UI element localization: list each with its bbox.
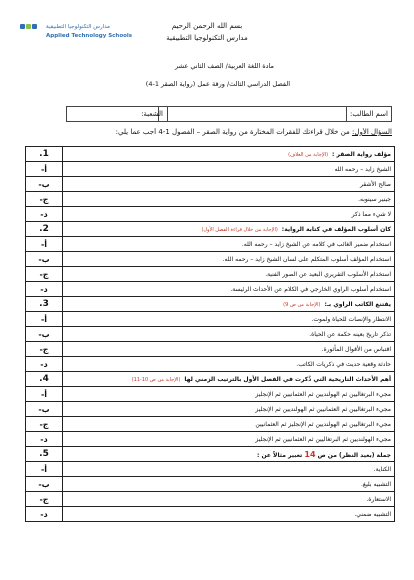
option-text: مجيء الهولنديين ثم البرتغاليين ثم العثمانيين ثم الإنجليز [63,432,395,447]
student-name-label: اسم الطالب: [346,107,391,121]
question-text: يقتنع الكاتب الراوي بـ:(الإجابة من ص 9) [63,297,395,312]
option-text: تذكر تاريخ بعينه حكمة عن الحياة. [63,327,395,342]
basmala: بسم الله الرحمن الرحيم [171,22,243,30]
option-letter: ب- [26,477,63,492]
option-row[interactable] [26,177,395,192]
option-text: الانتظار والإنصات للحياة ولموت. [63,312,395,327]
option-letter: أ- [26,387,63,402]
school-name: مدارس التكنولوجيا التطبيقية [166,34,248,42]
option-letter: د- [26,432,63,447]
option-letter: ج- [26,417,63,432]
option-text: استخدام المؤلف أسلوب المتكلم على لسان الشيخ زايد – رحمه الله. [63,252,395,267]
question-one-label: السؤال الأول: [352,128,392,136]
option-text: الاستعارة. [63,492,395,507]
logo-english-text: Applied Technology Schools [46,33,133,39]
option-row[interactable] [26,237,395,252]
option-text: اقتباس من الأقوال المأثورة. [63,342,395,357]
option-row[interactable] [26,357,395,372]
option-row[interactable] [26,477,395,492]
option-row[interactable] [26,282,395,297]
question-hint: (الإجابة من ص 10-11) [131,376,181,383]
option-text: مجيء البرتغاليين ثم العثمانيين ثم الهولنديين ثم الإنجليز [63,402,395,417]
option-row[interactable] [26,507,395,522]
option-row[interactable] [26,402,395,417]
question-row [26,147,395,162]
option-letter: أ- [26,237,63,252]
option-letter: ب- [26,402,63,417]
option-text: استخدام أسلوب الراوي الخارجي في الكلام عن الأحداث الرئيسة. [63,282,395,297]
question-text: مؤلف رواية الصقر :(الإجابة من الغلاف) [63,147,395,162]
question-row [26,447,395,462]
student-name-field[interactable] [158,106,392,122]
option-row[interactable] [26,192,395,207]
question-number: 5. [26,447,63,462]
question-row [26,372,395,387]
option-text: مجيء البرتغاليين ثم الهولنديين ثم العثمانيين ثم الإنجليز [63,387,395,402]
option-letter: أ- [26,462,63,477]
question-text: أهم الأحداث التاريخية التي ذُكرت في الفصل الأول بالترتيب الزمني لها(الإجابة من ص 10-11) [63,372,395,387]
question-number: 3. [26,297,63,312]
option-text: حادثة وقعية حديث في ذكريات الكاتب. [63,357,395,372]
question-row [26,222,395,237]
option-text: استخدام ضمير الغائب في كلامه عن الشيخ زايد – رحمه الله. [63,237,395,252]
option-row[interactable] [26,207,395,222]
option-row[interactable] [26,327,395,342]
option-text: التشبيه بليغ. [63,477,395,492]
option-letter: ب- [26,177,63,192]
option-text: صالح الأشقر [63,177,395,192]
subject-line: مادة اللغة العربية/ الصف الثاني عشر [175,62,274,70]
option-row[interactable] [26,432,395,447]
option-letter: د- [26,282,63,297]
option-letter: د- [26,507,63,522]
question-hint: (الإجابة من ص 9) [283,301,321,308]
page-reference: 14 [304,449,316,459]
question-one-instructions: من خلال قراءتك للفقرات المختارة من رواية الصقر – الفصول 1-4 أجب عما يلي: [115,128,350,136]
question-hint: (الإجابة من خلال قراءة الفصل الأول) [201,226,278,233]
question-number: 4. [26,372,63,387]
option-row[interactable] [26,252,395,267]
questions-table [25,146,395,522]
question-text: جملة (بعيد النظر) من ص 14 تعبير مثالاً عن : [63,447,395,462]
option-text: جينير سينوبه. [63,192,395,207]
question-row [26,297,395,312]
option-letter: ب- [26,252,63,267]
option-letter: أ- [26,162,63,177]
option-text: لا شيء مما ذكر [63,207,395,222]
option-letter: أ- [26,312,63,327]
option-letter: ج- [26,267,63,282]
option-letter: ج- [26,342,63,357]
section-label: الشعبة: [141,110,163,118]
option-text: التشبيه ضمني. [63,507,395,522]
option-letter: د- [26,357,63,372]
option-row[interactable] [26,462,395,477]
option-row[interactable] [26,387,395,402]
option-letter: ج- [26,192,63,207]
section-field[interactable] [66,106,168,122]
option-row[interactable] [26,267,395,282]
option-text: مجيء البرتغاليين ثم الهولنديين ثم الإنجليز ثم العثمانيين [63,417,395,432]
option-letter: د- [26,207,63,222]
option-row[interactable] [26,162,395,177]
term-line: الفصل الدراسي الثالث/ ورقة عمل (رواية الصقر 1-4) [145,80,290,88]
option-letter: ج- [26,492,63,507]
option-letter: ب- [26,327,63,342]
option-row[interactable] [26,492,395,507]
option-text: الكناية. [63,462,395,477]
option-text: استخدام الأسلوب التقريري البعيد عن الصور الفنية. [63,267,395,282]
question-number: 2. [26,222,63,237]
question-text: كان أسلوب المؤلف في كتابة الرواية:(الإجابة من خلال قراءة الفصل الأول) [63,222,395,237]
option-text: الشيخ زايد – رحمه الله [63,162,395,177]
option-row[interactable] [26,312,395,327]
question-hint: (الإجابة من الغلاف) [288,151,329,158]
option-row[interactable] [26,342,395,357]
option-row[interactable] [26,417,395,432]
question-number: 1. [26,147,63,162]
logo-arabic-text: مدارس التكنولوجيا التطبيقية [46,24,110,30]
question-one-title [12,128,392,136]
